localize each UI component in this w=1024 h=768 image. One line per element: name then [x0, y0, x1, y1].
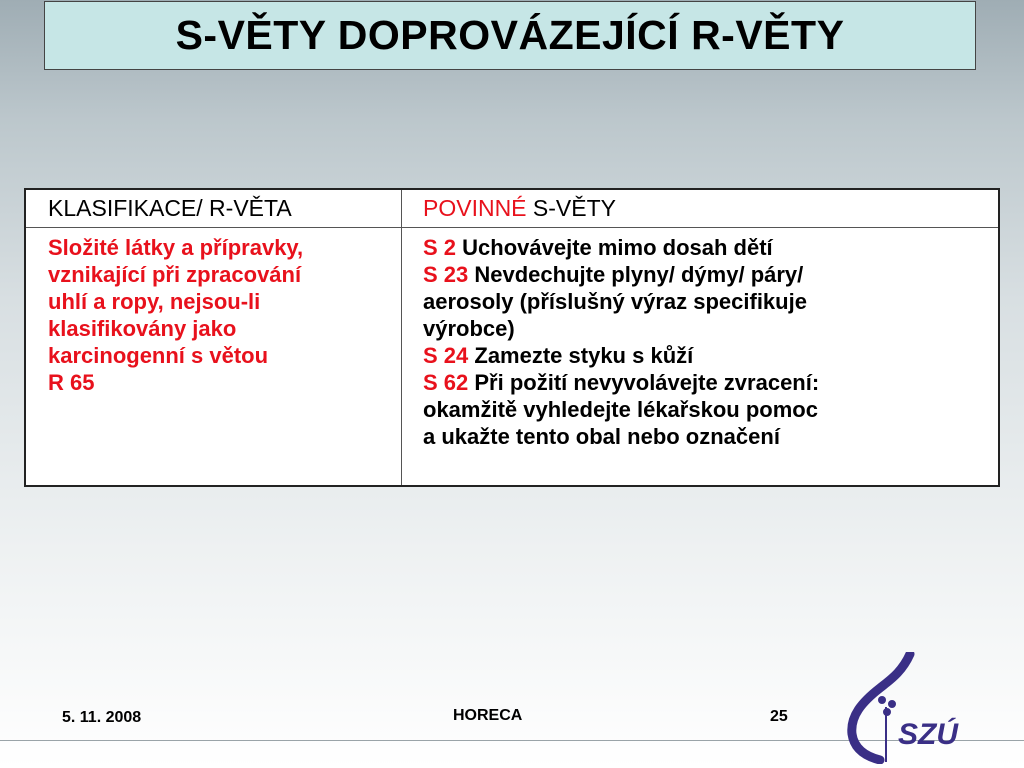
s-sentence-line [423, 315, 983, 342]
s-text: Nevdechujte plyny/ dýmy/ páry/ [468, 262, 804, 287]
s-text: okamžitě vyhledejte lékařskou pomoc [423, 397, 818, 422]
s-sentences-cell [423, 234, 983, 450]
classification-line: Složité látky a přípravky, [48, 235, 304, 260]
s-sentence-line [423, 288, 983, 315]
s-text: Zamezte styku s kůží [468, 343, 694, 368]
svg-text:SZÚ: SZÚ [898, 718, 958, 751]
s-text: výrobce) [423, 316, 515, 341]
header-s-sentences [423, 195, 616, 222]
classification-cell [48, 234, 393, 396]
s-text: Uchovávejte mimo dosah dětí [456, 235, 773, 260]
s-text: Při požití nevyvolávejte zvracení: [468, 370, 820, 395]
footer-date: 5. 11. 2008 [62, 709, 142, 726]
classification-line: karcinogenní s větou [48, 343, 269, 368]
s-sentence-line [423, 396, 983, 423]
s-code: S 62 [423, 370, 469, 395]
table-header-row [26, 190, 998, 228]
szu-logo-icon [840, 652, 972, 764]
s-text: a ukažte tento obal nebo označení [423, 424, 780, 449]
s-sentence-line [423, 342, 983, 369]
header-s-vety: S-VĚTY [526, 195, 616, 221]
classification-line: uhlí a ropy, nejsou-li [48, 289, 261, 314]
s-code: S 23 [423, 262, 469, 287]
s-code: S 24 [423, 343, 469, 368]
page-number: 25 [770, 708, 788, 725]
classification-table [24, 188, 1000, 487]
footer-center-text: HORECA [453, 707, 523, 724]
slide-title: S-VĚTY DOPROVÁZEJÍCÍ R-VĚTY [44, 1, 976, 70]
header-mandatory: POVINNÉ [423, 195, 527, 221]
s-text: aerosoly (příslušný výraz specifikuje [423, 289, 807, 314]
classification-line: vznikající při zpracování [48, 262, 302, 287]
s-sentence-line [423, 369, 983, 396]
s-sentence-line [423, 423, 983, 450]
s-sentence-line [423, 234, 983, 261]
header-classification: KLASIFIKACE/ R-VĚTA [48, 195, 292, 221]
classification-line: klasifikovány jako [48, 316, 237, 341]
s-code: S 2 [423, 235, 457, 260]
column-divider [401, 190, 402, 485]
classification-line: R 65 [48, 370, 95, 395]
s-sentence-line [423, 261, 983, 288]
